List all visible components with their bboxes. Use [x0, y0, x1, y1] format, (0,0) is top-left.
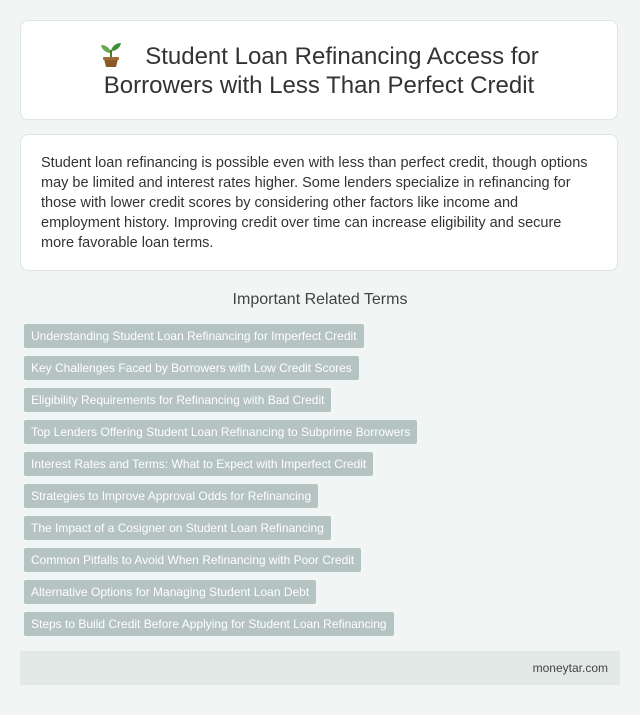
page-title	[99, 41, 539, 100]
footer-site-link[interactable]: moneytar.com	[532, 661, 608, 675]
footer	[20, 651, 620, 685]
description-text: Student loan refinancing is possible even with less than perfect credit, though options may be limited and interest rates higher. Some lenders specialize in refinancing for those with lower credit scores by considering other factors like income and employment history. Improving credit over time can increase eligibility and secure more favorable loan terms.	[41, 155, 588, 251]
related-term-tag[interactable]: Steps to Build Credit Before Applying for Student Loan Refinancing	[24, 612, 394, 636]
related-term-tag[interactable]: Interest Rates and Terms: What to Expect with Imperfect Credit	[24, 452, 373, 476]
title-card	[20, 20, 618, 120]
related-terms-list	[24, 324, 417, 644]
related-term-tag[interactable]: Understanding Student Loan Refinancing for Imperfect Credit	[24, 324, 364, 348]
related-term-tag[interactable]: Key Challenges Faced by Borrowers with Low Credit Scores	[24, 356, 359, 380]
related-term-tag[interactable]: Common Pitfalls to Avoid When Refinancing with Poor Credit	[24, 548, 361, 572]
related-term-tag[interactable]: Alternative Options for Managing Student Loan Debt	[24, 580, 316, 604]
related-term-tag[interactable]: Eligibility Requirements for Refinancing with Bad Credit	[24, 388, 331, 412]
title-line-2: Borrowers with Less Than Perfect Credit	[103, 71, 535, 99]
related-term-tag[interactable]: Strategies to Improve Approval Odds for Refinancing	[24, 484, 318, 508]
title-line-1: Student Loan Refinancing Access for	[145, 42, 539, 70]
related-term-tag[interactable]: Top Lenders Offering Student Loan Refinancing to Subprime Borrowers	[24, 420, 417, 444]
related-terms-heading: Important Related Terms	[232, 291, 408, 308]
related-term-tag[interactable]: The Impact of a Cosigner on Student Loan Refinancing	[24, 516, 331, 540]
sprout-icon	[99, 41, 123, 67]
description-card	[20, 134, 618, 271]
